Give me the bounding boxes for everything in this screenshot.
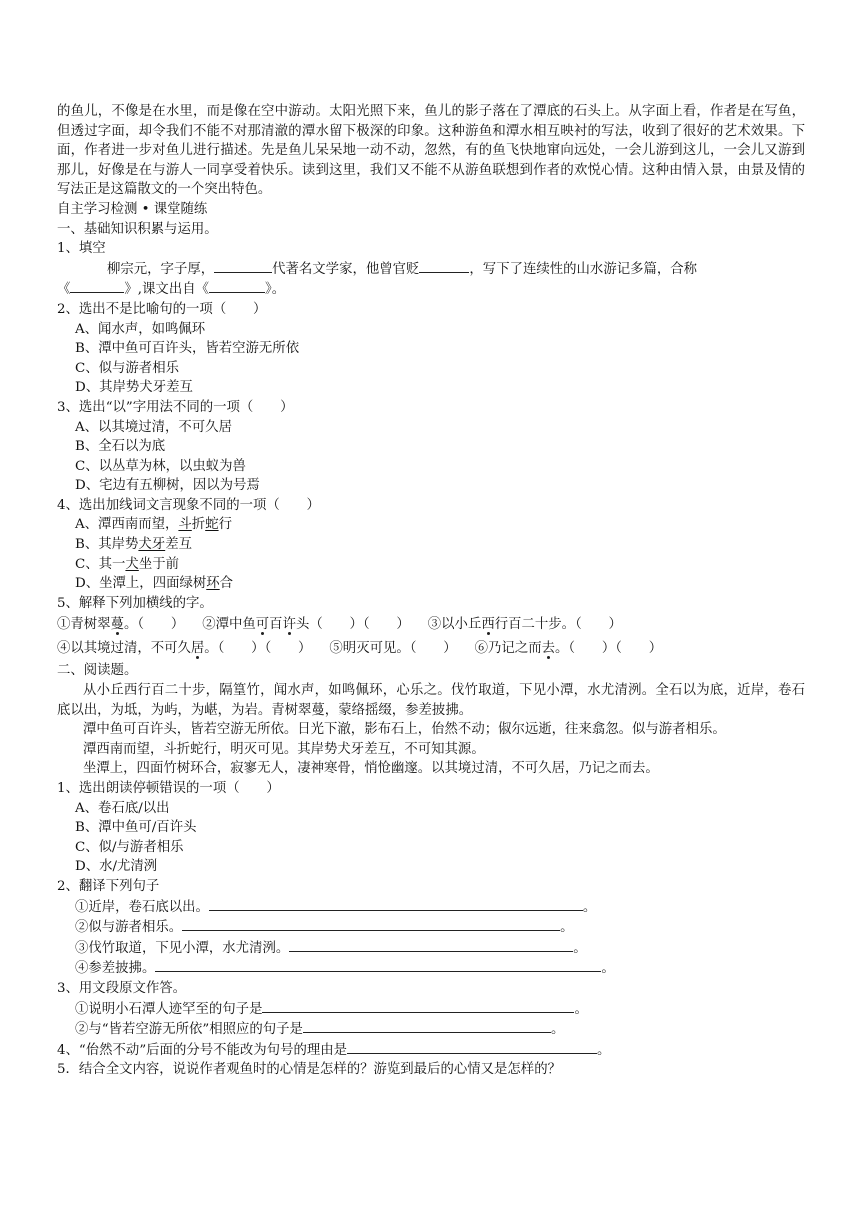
part2-title: 二、阅读题。: [57, 663, 138, 679]
part1-title: 一、基础知识积累与运用。: [57, 221, 218, 237]
q4-text: 4、“佁然不动”后面的分号不能改为句号的理由是: [57, 1042, 348, 1058]
period: 。: [597, 1042, 611, 1058]
passage-para-1: 从小丘西行百二十步，隔篁竹，闻水声，如鸣佩环，心乐之。伐竹取道，下见小潭，水尤清洌。全石以为底，近岸，卷石底以出，为坻，为屿，为嵁，为岩。青树翠蔓，蒙络摇缀，参差披拂。: [57, 683, 805, 718]
p2-q2-item-1: [57, 897, 805, 918]
p1-q1-line2: [57, 279, 805, 300]
q5-item6-dotted: 去: [541, 641, 555, 657]
p1-q4-stem: 4、选出加线词文言现象不同的一项（ ）: [57, 497, 320, 513]
q5-item1-paren: 。（ ）: [123, 617, 185, 633]
p2-q2-item-2: [57, 917, 805, 938]
p1-q4-option-c: [57, 555, 805, 575]
p2-q4: [57, 1040, 805, 1061]
period: 。: [574, 1001, 588, 1017]
q5-item3-dotted: 西: [481, 617, 495, 633]
q4a-underlined-2: 蛇: [205, 517, 219, 533]
q4d-text: D、坐潭上，四面绿树: [75, 576, 207, 592]
blank-collection[interactable]: [70, 279, 124, 293]
p2-q2-item-4: [57, 958, 805, 979]
q5-item4-paren: 。（ ）（ ）: [204, 641, 312, 657]
passage-para-3: 潭西南而望，斗折蛇行，明灭可见。其岸势犬牙差互，不可知其源。: [83, 741, 485, 757]
blank-dynasty[interactable]: [214, 259, 272, 273]
answer-line-6[interactable]: [303, 1019, 551, 1033]
passage-para-4: 坐潭上，四面竹树环合，寂寥无人，凄神寒骨，悄怆幽邃。以其境过清，不可久居，乃记之而去。: [83, 761, 659, 777]
p1-q3-option-d: D、宅边有五柳树，因以为号焉: [75, 478, 260, 494]
q4a-text: A、潭西南而望，: [75, 517, 179, 533]
period: 。: [601, 961, 615, 977]
p2-q2-stem: 2、翻译下列句子: [57, 878, 160, 894]
intro-paragraph: 的鱼儿，不像是在水里，而是像在空中游动。太阳光照下来，鱼儿的影子落在了潭底的石头上。从字面上看，作者是在写鱼，但透过字面，却令我们不能不对那清澈的潭水留下极深的印象。这种游鱼和潭水相互映衬的写法，收到了很好的艺术效果。下面，作者进一步对鱼儿进行描述。先是鱼儿呆呆地一动不动，忽然，有的鱼飞快地窜向远处，一会儿游到这儿，一会儿又游到那儿，好像是在与游人一同享受着快乐。读到这里，我们又不能不从游鱼联想到作者的欢悦心情。这种由情入景，由景及情的写法正是这篇散文的一个突出特色。: [57, 104, 805, 198]
p2-q3-stem: 3、用文段原文作答。: [57, 980, 187, 996]
p1-q3-option-a: A、以其境过清，不可久居: [75, 419, 232, 435]
period: 。: [560, 920, 574, 936]
p1-q4-option-b: [57, 535, 805, 555]
p1-q2-option-b: B、潭中鱼可百许头，皆若空游无所依: [75, 341, 300, 357]
answer-line-4[interactable]: [155, 958, 601, 972]
p2-q1-stem: 1、选出朗读停顿错误的一项（ ）: [57, 781, 280, 796]
p2-q1-option-a: A、卷石底/以出: [75, 800, 170, 816]
answer-line-1[interactable]: [209, 897, 583, 911]
passage-para-2: 潭中鱼可百许头，皆若空游无所依。日光下澈，影布石上，佁然不动；俶尔远逝，往来翕忽。似与游者相乐。: [83, 722, 726, 738]
q4b-underlined: 犬牙: [138, 537, 166, 553]
quote-item-2: ②与“皆若空游无所依”相照应的句子是: [75, 1022, 303, 1038]
p2-q3-item-1: [57, 999, 805, 1020]
q4c-text: C、其一: [75, 556, 126, 572]
q4d-underlined: 环: [206, 576, 220, 592]
q1-text-c: ，写下了连续性的山水游记多篇，合称: [469, 261, 698, 277]
section-title: 自主学习检测 • 课堂随练: [57, 201, 208, 217]
q5-item6-paren: 。（ ）（ ）: [554, 641, 663, 657]
p1-q2-option-a: A、闻水声，如鸣佩环: [75, 321, 206, 337]
q5-item2-dotted-1: 可: [255, 617, 270, 633]
q4b-text: B、其岸势: [75, 537, 139, 553]
q5-item4-text: ④以其境过清，不可久: [57, 641, 191, 657]
p1-q2-option-c: C、似与游者相乐: [75, 360, 179, 376]
answer-line-3[interactable]: [289, 938, 573, 952]
period: 。: [573, 940, 587, 956]
p1-q3-option-c: C、以丛草为林，以虫蚁为兽: [75, 458, 246, 474]
q4a-underlined-1: 斗: [178, 517, 192, 533]
q1-text-e: 》,课文出自《: [124, 282, 209, 298]
q5-item1-dotted: 蔓: [110, 617, 124, 633]
q1-text-d: 《: [57, 282, 71, 298]
q1-text-a: 柳宗元，字子厚，: [107, 261, 215, 277]
q5-item1-text: ①青树翠: [57, 617, 111, 633]
p1-q5-row1: [57, 613, 805, 637]
translate-item-3: ③伐竹取道，下见小潭，水尤清洌。: [75, 940, 290, 956]
q5-item3-text: ③以小丘: [427, 617, 482, 633]
p2-q1-option-c: C、似/与游者相乐: [75, 839, 184, 855]
p1-q3-option-b: B、全石以为底: [75, 439, 166, 455]
translate-item-1: ①近岸，卷石底以出。: [75, 899, 209, 915]
p2-q1-option-b: B、潭中鱼可/百许头: [75, 820, 197, 836]
p1-q4-option-d: [57, 574, 805, 594]
q5-item5-text: ⑤明灭可见。（ ）: [329, 641, 457, 657]
period: 。: [550, 1022, 565, 1038]
answer-line-2[interactable]: [182, 917, 560, 931]
period: 。: [582, 899, 597, 915]
q4c-text-end: 坐于前: [138, 556, 179, 572]
p1-q1-number: 1、填空: [57, 241, 106, 257]
p1-q2-option-d: D、其岸势犬牙差互: [75, 380, 193, 396]
q5-item2-text: ②潭中鱼: [202, 617, 256, 633]
p2-q2-item-3: [57, 938, 805, 959]
p2-q5: 5．结合全文内容，说说作者观鱼时的心情是怎样的？游览到最后的心情又是怎样的？: [57, 1062, 561, 1078]
q4a-text-end: 行: [218, 517, 232, 533]
q4b-text-end: 差互: [165, 537, 192, 553]
translate-item-4: ④参差披拂。: [75, 961, 156, 977]
q4c-underlined: 犬: [125, 556, 139, 572]
worksheet-page: [57, 102, 805, 1080]
q5-item4-dotted: 居: [190, 641, 205, 657]
answer-line-5[interactable]: [262, 999, 574, 1013]
p1-q1-line1: [57, 259, 805, 280]
p1-q4-option-a: [57, 515, 805, 535]
q4a-text-mid: 折: [191, 517, 206, 533]
answer-line-7[interactable]: [347, 1040, 597, 1054]
q5-item2-paren: 头（ ）（ ）: [295, 617, 410, 633]
q5-item2-dotted-2: 许: [282, 617, 296, 633]
q5-item3-paren: 行百二十步。（ ）: [494, 617, 622, 633]
q5-item2-text-mid: 百: [269, 617, 283, 633]
p1-q3-stem: 3、选出“以”字用法不同的一项（ ）: [57, 399, 294, 415]
quote-item-1: ①说明小石潭人迹罕至的句子是: [75, 1001, 263, 1017]
p1-q5-row2: [57, 637, 805, 661]
blank-source[interactable]: [209, 279, 265, 293]
q4d-text-end: 合: [219, 576, 234, 592]
blank-place[interactable]: [419, 259, 469, 273]
p1-q5-stem: 5、解释下列加横线的字。: [57, 595, 213, 611]
p2-q1-option-d: D、水/尤清洌: [75, 859, 158, 875]
q5-item6-text: ⑥乃记之而: [474, 641, 542, 657]
p1-q2-stem: 2、选出不是比喻句的一项（ ）: [57, 301, 267, 317]
translate-item-2: ②似与游者相乐。: [75, 920, 183, 936]
q1-text-b: 代著名文学家，他曾官贬: [272, 261, 420, 277]
q1-text-f: 》。: [265, 282, 286, 298]
p2-q3-item-2: [57, 1019, 805, 1040]
